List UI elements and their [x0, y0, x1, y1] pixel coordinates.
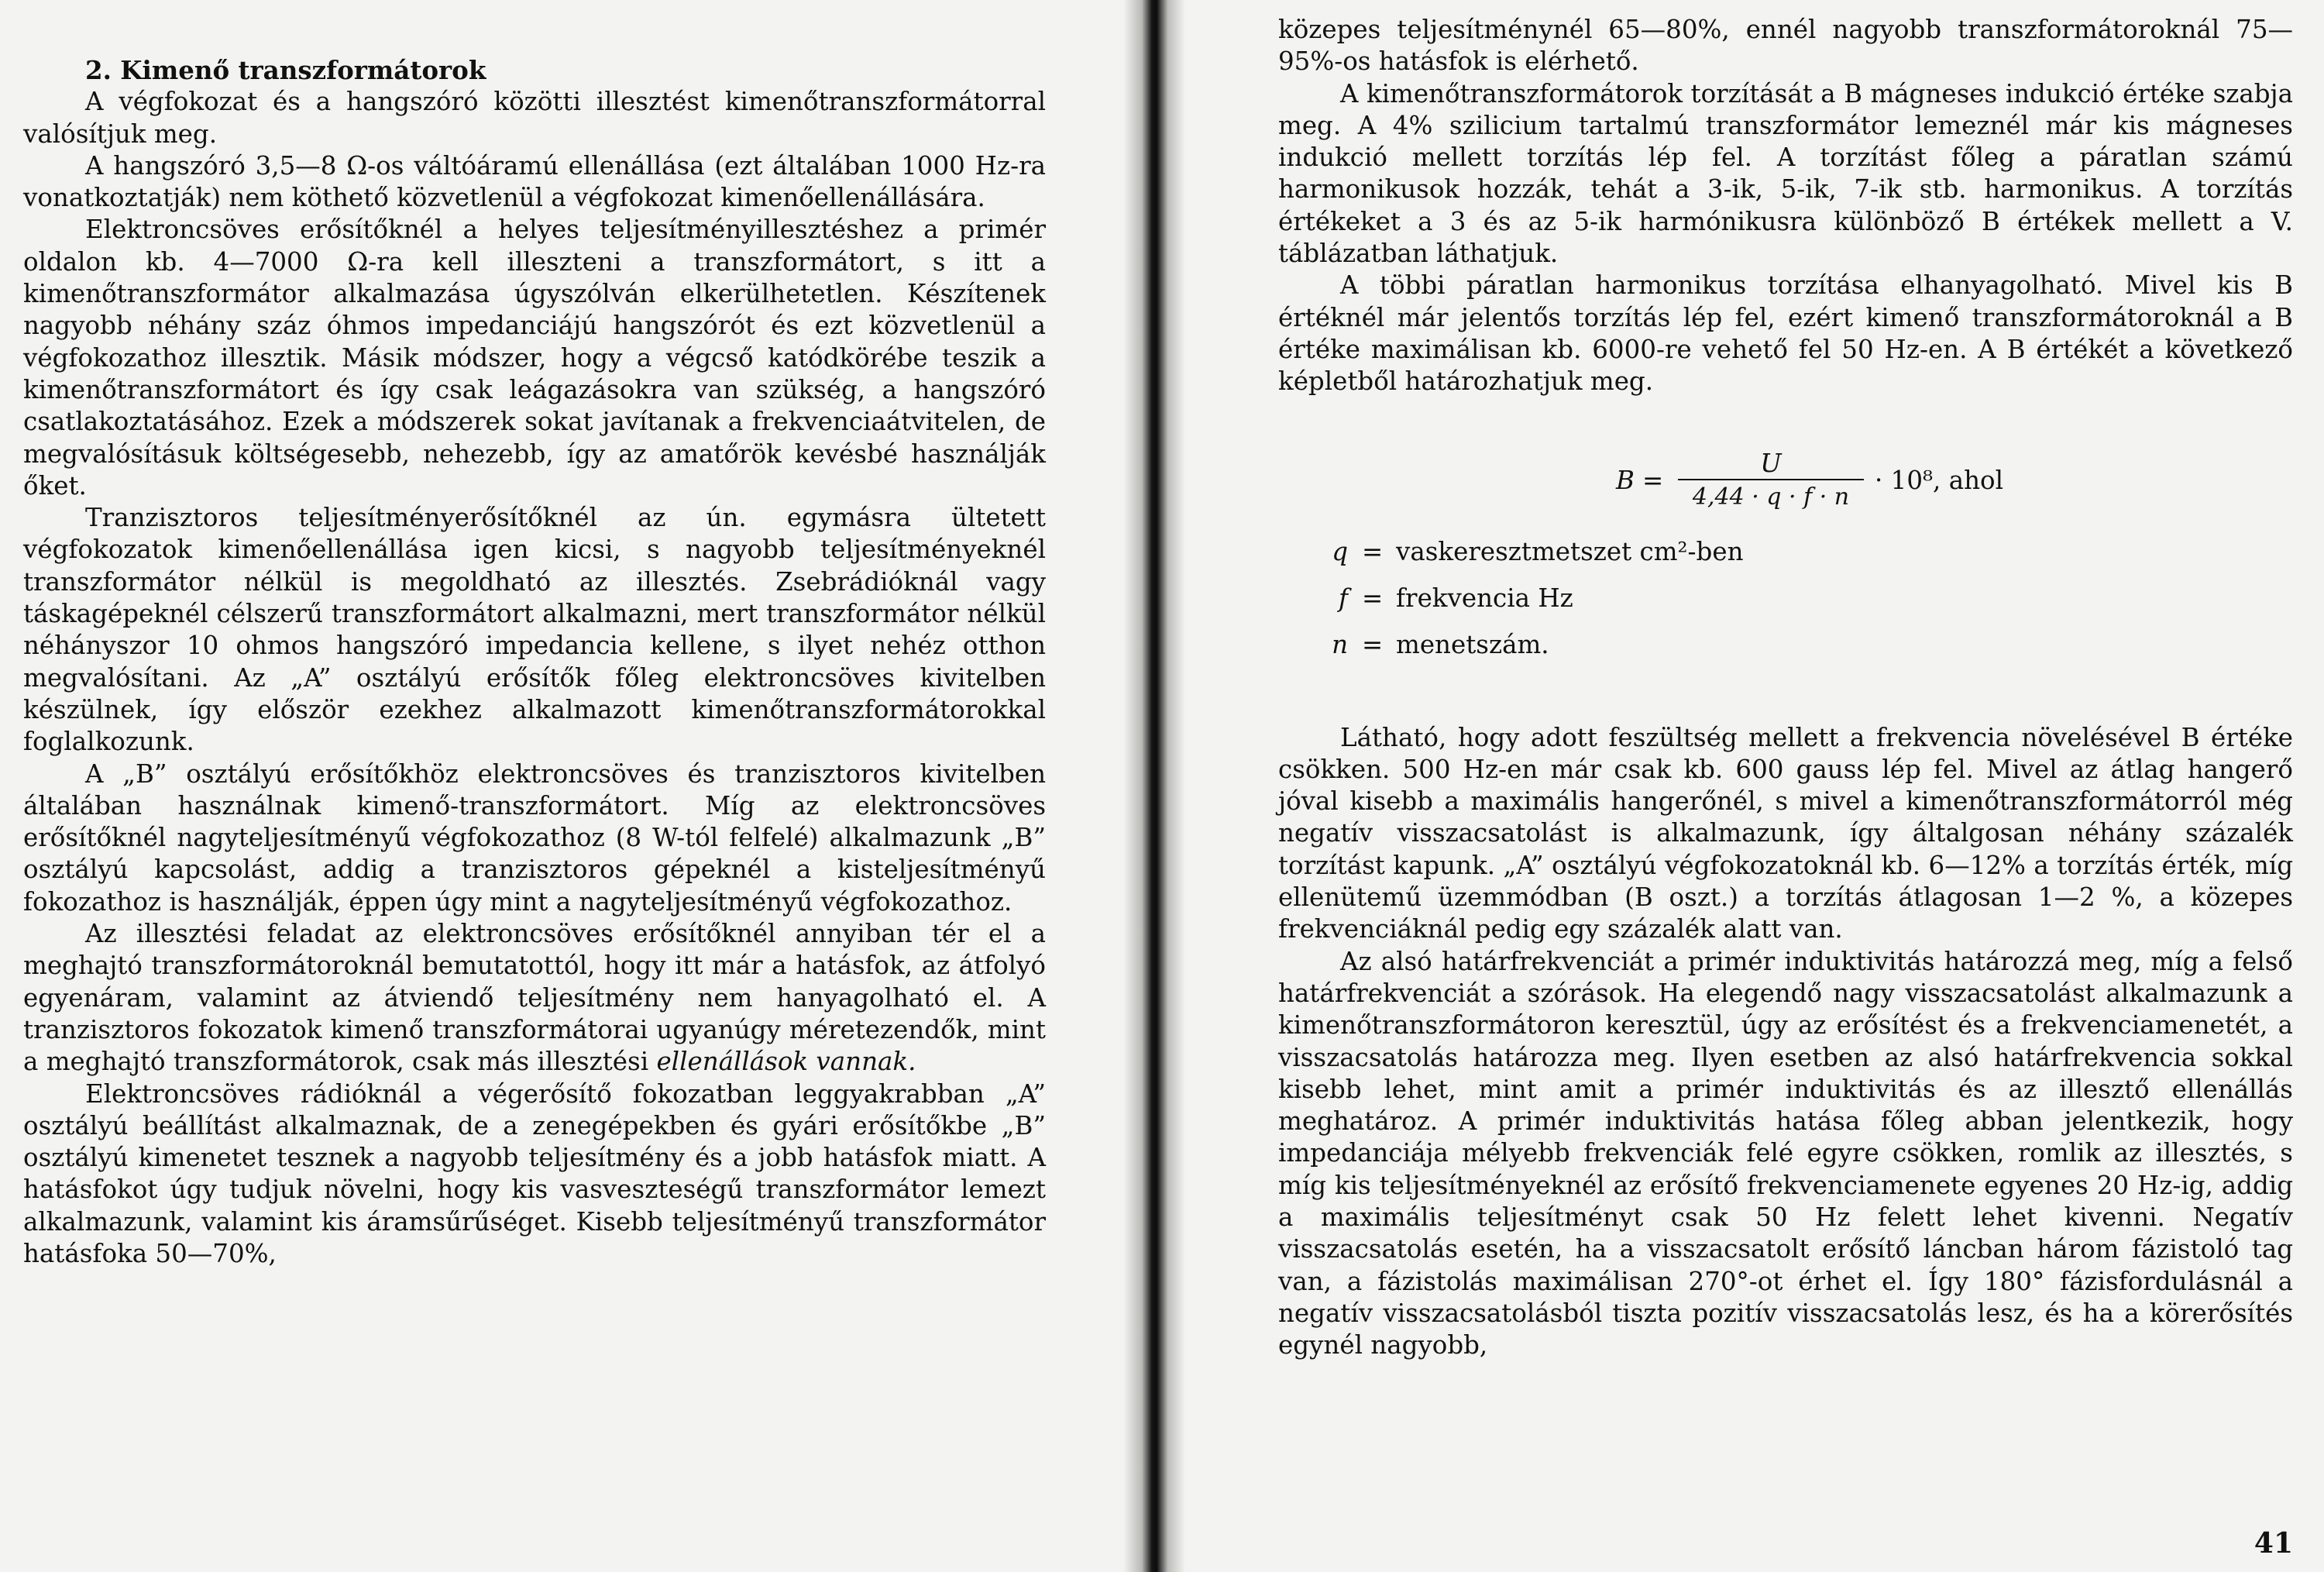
section-heading: 2. Kimenő transzformátorok	[85, 55, 486, 85]
definition-text: menetszám.	[1396, 629, 1549, 659]
formula-fraction	[1678, 448, 1864, 514]
definition-symbol: n	[1332, 629, 1348, 659]
paragraph: Látható, hogy adott feszültség mellett a frekvencia növelésével B értéke csökken. 500 Hz-en már csak kb. 600 gauss lép fel. Mivel az átlag hangerő jóval kisebb a maximális hangerőnél, s mivel a kimenőtranszformátorról még negatív visszacsatolást is alkalmazunk, így általgosan néhány százalék torzítást kapunk. „A” osztályú végfokozatoknál kb. 6—12% a torzítás érték, míg ellenütemű üzemmódban (B oszt.) a torzítás átlagosan 1—2 %, a közepes frekvenciáknál pedig egy százalék alatt van.	[1278, 722, 2293, 944]
definition-equals: =	[1362, 583, 1384, 613]
definition-item	[1278, 583, 2293, 629]
paragraph-continuation: közepes teljesítménynél 65—80%, ennél nagyobb transzformátoroknál 75—95%-os hatásfok is elérhető.	[1278, 15, 2293, 77]
right-page	[1185, 0, 2324, 1572]
left-page	[0, 0, 1123, 1572]
paragraph: A többi páratlan harmonikus torzítása elhanyagolható. Mivel kis B értéknél már jelentős torzítás lép fel, ezért kimenő transzformátoroknál a B értéke maximálisan kb. 6000-re vehető fel 50 Hz-en. A B értékét a következő képletből határozhatjuk meg.	[1278, 270, 2293, 397]
italic-text: ellenállások vannak.	[656, 1047, 916, 1077]
definition-symbol: f	[1338, 583, 1348, 613]
paragraph: Elektroncsöves rádióknál a végerősítő fokozatban leggyakrabban „A” osztályú beállítást alkalmaznak, de a zenegépekben és gyári erősítőkbe „B” osztályú kimenetet tesznek a nagyobb teljesítmény és a jobb hatásfok miatt. A hatásfokot úgy tudjuk növelni, hogy kis vasveszteségű transzformátor lemezt alkalmazunk, valamint kis áramsűrűséget. Kisebb teljesítményű transzformátor hatásfoka 50—70%,	[23, 1078, 1046, 1268]
definition-text: frekvencia Hz	[1396, 583, 1573, 613]
paragraph: A kimenőtranszformátorok torzítását a B mágneses indukció értéke szabja meg. A 4% szilicium tartalmú transzformátor lemeznél már kis mágneses indukció mellett torzítás lép fel. A torzítást főleg a páratlan számú harmonikusok hozzák, tehát a 3-ik, 5-ik, 7-ik stb. harmonikus. A torzítás értékeket a 3 és az 5-ik harmónikusra különböző B értékek mellett a V. táblázatban láthatjuk.	[1278, 78, 2293, 269]
right-text-column	[1278, 14, 2293, 1362]
formula	[1278, 448, 2293, 516]
paragraph: Az alsó határfrekvenciát a primér induktivitás határozzá meg, míg a felső határfrekvenciát a szórások. Ha elegendő nagy visszacsatolást alkalmazunk a kimenőtranszformátoron keresztül, úgy az erősítést és a frekvenciamenetét, a visszacsatolás határozza meg. Ilyen esetben az alsó határfrekvencia sokkal kisebb lehet, mint amit a primér induktivitás és az illesztő ellenállás meghatároz. A primér induktivitás hatása főleg abban jelentkezik, hogy impedanciája mélyebb frekvenciák felé egyre csökken, romlik az illesztés, s míg kis teljesítményeknél az erősítő frekvenciamenete egyenes 20 Hz-ig, addig a maximális teljesítményt csak 50 Hz felett lehet kivenni. Negatív visszacsatolás esetén, ha a visszacsatolt erősítő láncban három fázistoló tag van, a fázistolás maximálisan 270°-ot érhet el. Így 180° fázisfordulásnál a negatív visszacsatolásból tiszta pozitív visszacsatolás lesz, és ha a körerősítés egynél nagyobb,	[1278, 946, 2293, 1360]
left-text-column	[23, 54, 1046, 1270]
formula-rest: · 10⁸, ahol	[1875, 465, 2003, 495]
definition-equals: =	[1362, 536, 1384, 566]
formula-equals: =	[1642, 465, 1664, 495]
paragraph: A „B” osztályú erősítőkhöz elektroncsöves és tranzisztoros kivitelben általában használnak kimenő-transzformátort. Míg az elektroncsöves erősítőknél nagyteljesítményű végfokozathoz (8 W-tól felfelé) alkalmazunk „B” osztályú kapcsolást, addig a tranzisztoros gépeknél a kisteljesítményű fokozathoz is használják, éppen úgy mint a nagyteljesítményű végfokozathoz.	[23, 758, 1046, 917]
paragraph: A végfokozat és a hangszóró közötti illesztést kimenőtranszformátorral valósítjuk meg.	[23, 87, 1046, 149]
paragraph: Elektroncsöves erősítőknél a helyes teljesítményillesztéshez a primér oldalon kb. 4—7000 Ω-ra kell illeszteni a transzformátort, s itt a kimenőtranszformátor alkalmazása úgyszólván elkerülhetetlen. Készítenek nagyobb néhány száz óhmos impedanciájú hangszórót és ezt közvetlenül a végfokozathoz illesztik. Másik módszer, hogy a végcső katódkörébe teszik a kimenőtranszformátort és így csak leágazásokra van szükség, a hangszóró csatlakoztatásához. Ezek a módszerek sokat javítanak a frekvenciaátvitelen, de megvalósításuk költségesebb, nehezebb, így az amatőrök kevésbé használják őket.	[23, 215, 1046, 500]
page-number: 41	[2254, 1527, 2293, 1560]
formula-numerator: U	[1678, 448, 1864, 480]
definition-equals: =	[1362, 629, 1384, 659]
formula-definitions	[1278, 536, 2293, 676]
formula-denominator: 4,44 · q · f · n	[1692, 483, 1850, 511]
paragraph-text: Az illesztési feladat az elektroncsöves erősítőknél annyiban tér el a meghajtó transzformátoroknál bemutatottól, hogy itt már a hatásfok, az átfolyó egyenáram, valamint az átviendő teljesítmény nem hanyagolható el. A tranzisztoros fokozatok kimenő transzformátorai ugyanúgy méretezendők, mint a meghajtó transzformátorok, csak más illesztési	[23, 919, 1046, 1077]
definition-item	[1278, 629, 2293, 676]
book-spine	[1123, 0, 1185, 1572]
formula-lhs: B	[1616, 465, 1635, 495]
definition-item	[1278, 536, 2293, 583]
paragraph: A hangszóró 3,5—8 Ω-os váltóáramú ellenállása (ezt általában 1000 Hz-ra vonatkoztatják) nem köthető közvetlenül a végfokozat kimenőellenállására.	[23, 150, 1046, 213]
definition-text: vaskeresztmetszet cm²-ben	[1396, 536, 1744, 566]
paragraph: Tranzisztoros teljesítményerősítőknél az ún. egymásra ültetett végfokozatok kimenőellenállása igen kicsi, s nagyobb teljesítményeknél transzformátor nélkül is megoldható az illesztés. Zsebrádióknál vagy táskagépeknél célszerű transzformátort alkalmazni, mert transzformátor nélkül néhányszor 10 ohmos hangszóró impedancia kellene, s ilyet nehéz otthon megvalósítani. Az „A” osztályú erősítők főleg elektroncsöves kivitelben készülnek, így először ezekhez alkalmazott kimenőtranszformátorokkal foglalkozunk.	[23, 503, 1046, 757]
definition-symbol: q	[1332, 536, 1348, 566]
paragraph	[23, 918, 1046, 1078]
